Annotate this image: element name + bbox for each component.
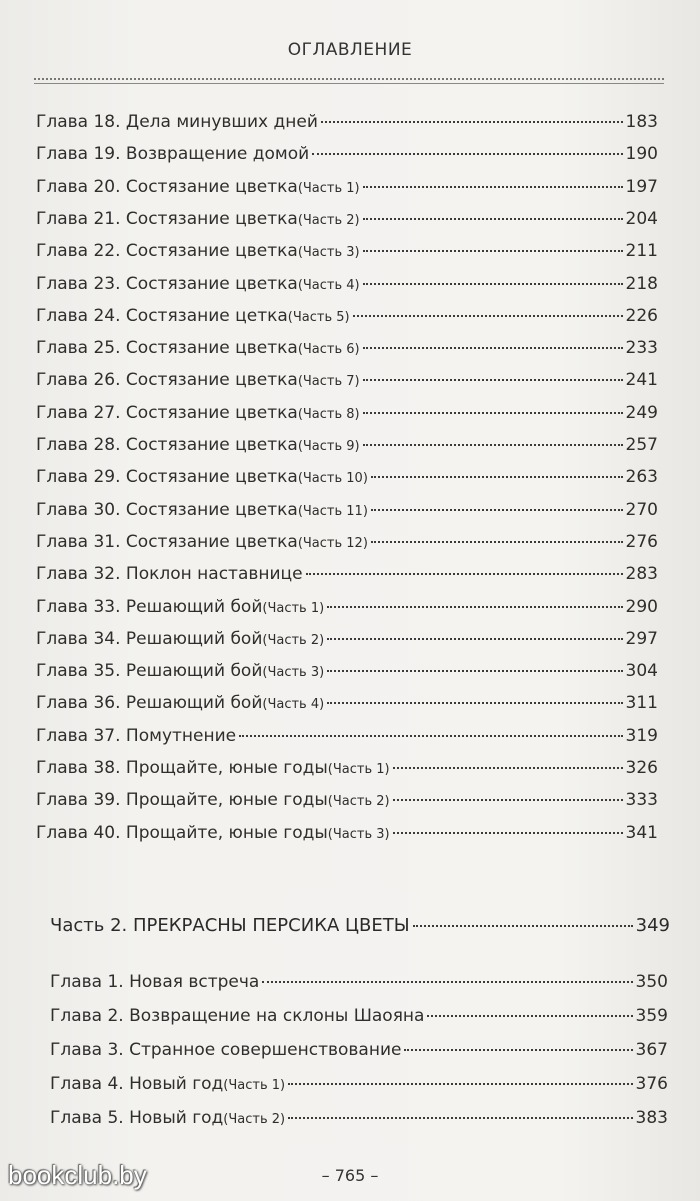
entry-part-label: (Часть 4) xyxy=(297,277,360,293)
entry-title: Глава 25. Состязание цветка xyxy=(36,338,298,359)
dot-leader xyxy=(312,153,622,155)
toc-entry xyxy=(36,726,658,746)
entry-part-label: (Часть 3) xyxy=(327,826,390,842)
dot-leader xyxy=(327,606,622,608)
entry-title: Глава 3. Странное совершенствование xyxy=(50,1040,402,1060)
entry-part-label: (Часть 10) xyxy=(297,471,368,487)
entry-page-number: 319 xyxy=(625,725,658,746)
dot-leader xyxy=(363,444,623,446)
dot-leader xyxy=(393,799,623,801)
entry-part-label: (Часть 5) xyxy=(287,309,350,325)
dot-leader xyxy=(427,1015,632,1017)
dot-leader xyxy=(327,638,622,640)
dot-leader xyxy=(321,121,623,123)
watermark: bookclub.by xyxy=(8,1160,147,1190)
toc-entry xyxy=(36,500,658,520)
entry-page-number: 359 xyxy=(635,1006,668,1026)
entry-part-label: (Часть 8) xyxy=(297,406,360,422)
dot-leader xyxy=(363,218,623,220)
toc-entry xyxy=(36,274,658,294)
entry-title: Глава 40. Прощайте, юные годы xyxy=(36,822,328,843)
entry-part-label: (Часть 2) xyxy=(262,632,325,648)
entry-title: Глава 36. Решающий бой xyxy=(36,693,263,714)
entry-page-number: 257 xyxy=(625,435,658,455)
dot-leader xyxy=(393,767,623,769)
part-page-number: 349 xyxy=(635,915,670,936)
entry-title: Глава 31. Состязание цветка xyxy=(36,531,298,552)
entry-title: Глава 30. Состязание цветка xyxy=(36,499,298,520)
entry-title: Глава 29. Состязание цветка xyxy=(36,467,298,488)
toc-entry xyxy=(36,112,658,132)
entry-page-number: 197 xyxy=(625,176,658,197)
toc-entry xyxy=(36,693,658,713)
dot-leader xyxy=(363,379,623,381)
entry-title: Глава 38. Прощайте, юные годы xyxy=(36,758,328,778)
dot-leader xyxy=(393,832,623,834)
entry-title: Глава 22. Состязание цветка xyxy=(36,241,298,262)
entry-title: Глава 32. Поклон наставнице xyxy=(36,564,303,585)
entry-page-number: 383 xyxy=(635,1108,668,1128)
toc-entry xyxy=(36,467,658,487)
toc-entry xyxy=(36,532,658,552)
entry-page-number: 311 xyxy=(625,693,658,714)
entry-part-label: (Часть 2) xyxy=(297,212,360,228)
entry-part-label: (Часть 11) xyxy=(297,503,368,519)
entry-part-label: (Часть 3) xyxy=(262,665,325,681)
entry-part-label: (Часть 4) xyxy=(262,697,325,713)
header-divider xyxy=(34,78,664,84)
page-header: ОГЛАВЛЕНИЕ xyxy=(287,40,413,60)
entry-title: Глава 20. Состязание цветка xyxy=(36,176,298,197)
entry-title: Глава 37. Помутнение xyxy=(36,725,237,746)
entry-part-label: (Часть 6) xyxy=(297,342,360,358)
entry-page-number: 276 xyxy=(625,531,658,552)
dot-leader xyxy=(262,981,632,983)
entry-title: Глава 26. Состязание цветка xyxy=(36,370,298,391)
entry-title: Глава 35. Решающий бой xyxy=(36,661,263,682)
dot-leader xyxy=(363,347,623,349)
entry-page-number: 297 xyxy=(625,628,658,649)
entry-page-number: 326 xyxy=(625,758,658,778)
entry-part-label: (Часть 1) xyxy=(223,1078,286,1093)
entry-page-number: 341 xyxy=(625,822,658,843)
entry-page-number: 226 xyxy=(625,305,658,326)
entry-page-number: 241 xyxy=(625,370,658,391)
entry-title: Глава 24. Состязание цетка xyxy=(36,305,288,326)
page-number: – 765 – xyxy=(321,1166,379,1185)
toc-entry xyxy=(50,1074,668,1094)
entry-title: Глава 27. Состязание цветка xyxy=(36,402,298,423)
entry-title: Глава 4. Новый год xyxy=(50,1074,224,1094)
toc-entry xyxy=(36,758,658,778)
toc-entry xyxy=(36,435,658,455)
toc-entry xyxy=(36,564,658,584)
part-title: Часть 2. ПРЕКРАСНЫ ПЕРСИКА ЦВЕТЫ xyxy=(50,915,410,936)
dot-leader xyxy=(371,541,623,543)
dot-leader xyxy=(371,509,623,511)
entry-page-number: 249 xyxy=(625,402,658,423)
dot-leader xyxy=(413,925,633,927)
entry-page-number: 304 xyxy=(625,661,658,682)
dot-leader xyxy=(363,283,623,285)
toc-entry xyxy=(36,661,658,681)
toc-entry xyxy=(36,306,658,326)
entry-page-number: 270 xyxy=(625,499,658,520)
entry-title: Глава 18. Дела минувших дней xyxy=(36,112,318,132)
entry-part-label: (Часть 2) xyxy=(223,1112,286,1127)
entry-title: Глава 2. Возвращение на склоны Шаояна xyxy=(50,1006,425,1026)
entry-title: Глава 34. Решающий бой xyxy=(36,628,263,649)
entry-page-number: 333 xyxy=(625,790,658,811)
entry-part-label: (Часть 12) xyxy=(297,535,368,551)
entry-page-number: 190 xyxy=(625,144,658,165)
entry-page-number: 376 xyxy=(635,1074,668,1094)
dot-leader xyxy=(404,1049,632,1051)
toc-entry xyxy=(36,629,658,649)
toc-entry xyxy=(50,1040,668,1060)
dot-leader xyxy=(288,1083,632,1085)
toc-entry xyxy=(36,403,658,423)
entry-page-number: 367 xyxy=(635,1040,668,1060)
dot-leader xyxy=(239,735,622,737)
entry-part-label: (Часть 1) xyxy=(327,762,390,777)
dot-leader xyxy=(306,573,623,575)
entry-page-number: 211 xyxy=(625,241,658,262)
entry-title: Глава 5. Новый год xyxy=(50,1108,224,1128)
entry-title: Глава 19. Возвращение домой xyxy=(36,144,310,165)
entry-part-label: (Часть 2) xyxy=(327,794,390,810)
entry-part-label: (Часть 7) xyxy=(297,374,360,390)
toc-entry xyxy=(36,597,658,617)
entry-part-label: (Часть 3) xyxy=(297,245,360,261)
dot-leader xyxy=(363,412,623,414)
entry-page-number: 183 xyxy=(625,112,658,132)
toc-entry xyxy=(50,1006,668,1026)
toc-entry xyxy=(50,972,668,992)
dot-leader xyxy=(327,670,622,672)
entry-title: Глава 23. Состязание цветка xyxy=(36,273,298,294)
entry-part-label: (Часть 9) xyxy=(297,439,360,454)
entry-page-number: 290 xyxy=(625,596,658,617)
toc-entry xyxy=(36,209,658,229)
dot-leader xyxy=(371,476,623,478)
dot-leader xyxy=(353,315,623,317)
toc-entry xyxy=(36,338,658,358)
entry-title: Глава 28. Состязание цветка xyxy=(36,435,298,455)
entry-part-label: (Часть 1) xyxy=(297,180,360,196)
entry-page-number: 218 xyxy=(625,273,658,294)
toc-entry xyxy=(36,823,658,843)
dot-leader xyxy=(363,186,623,188)
entry-title: Глава 33. Решающий бой xyxy=(36,596,263,617)
entry-title: Глава 21. Состязание цветка xyxy=(36,208,298,229)
toc-entry xyxy=(36,241,658,261)
toc-entry xyxy=(36,370,658,390)
entry-title: Глава 1. Новая встреча xyxy=(50,972,260,992)
toc-entry xyxy=(36,790,658,810)
entry-title: Глава 39. Прощайте, юные годы xyxy=(36,790,328,811)
entry-page-number: 350 xyxy=(635,972,668,992)
entry-page-number: 233 xyxy=(625,338,658,359)
toc-entry xyxy=(36,177,658,197)
toc-entry xyxy=(36,144,658,164)
entry-page-number: 283 xyxy=(625,564,658,585)
entry-part-label: (Часть 1) xyxy=(262,600,325,616)
entry-page-number: 204 xyxy=(625,208,658,229)
toc-entry xyxy=(50,1108,668,1128)
dot-leader xyxy=(288,1117,632,1119)
dot-leader xyxy=(327,702,622,704)
dot-leader xyxy=(363,250,623,252)
entry-page-number: 263 xyxy=(625,467,658,488)
part-heading xyxy=(50,915,670,936)
